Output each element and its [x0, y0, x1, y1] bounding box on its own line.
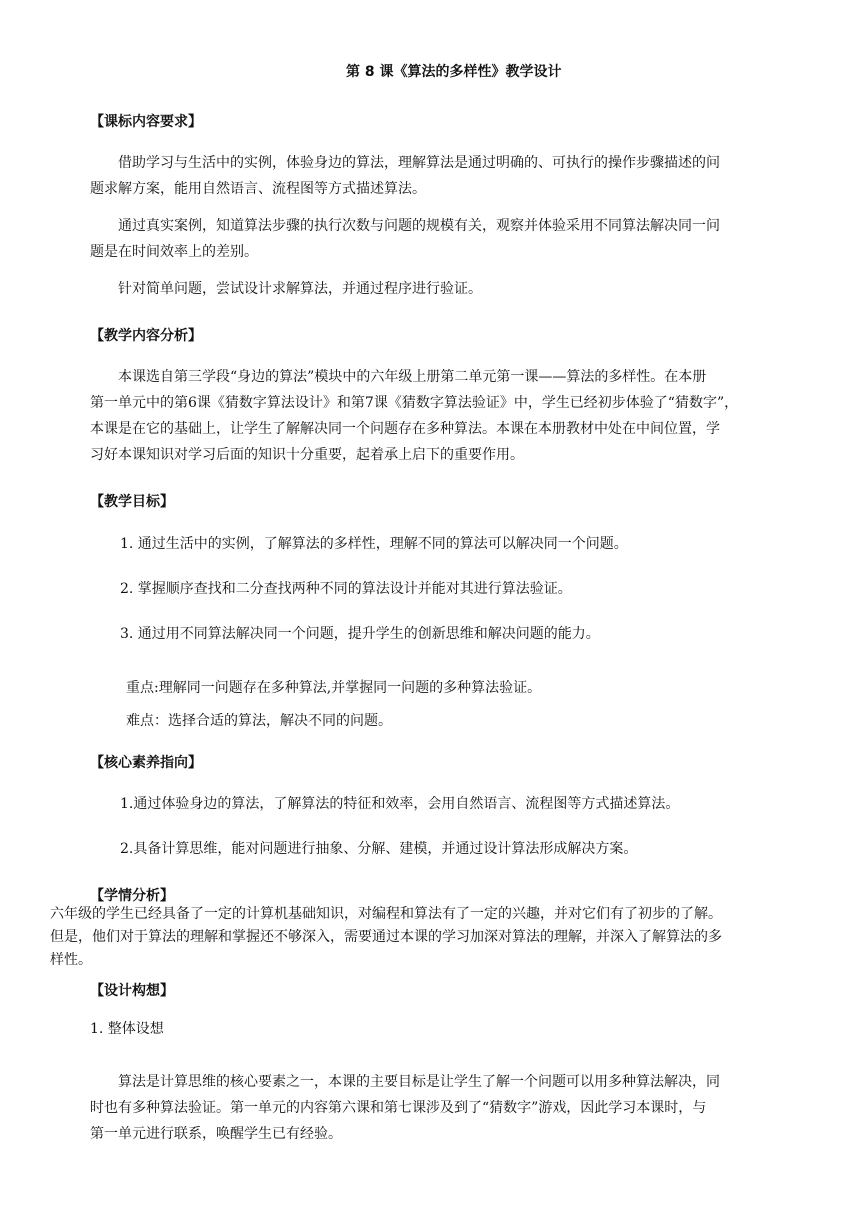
curriculum-paragraph-1-line-1: 借助学习与生活中的实例，体验身边的算法，理解算法是通过明确的、可执行的操作步骤描述的问: [118, 155, 720, 171]
objective-difficulty: 难点：选择合适的算法，解决不同的问题。: [126, 713, 392, 729]
design-line-2: 时也有多种算法验证。第一单元的内容第六课和第七课涉及到了“猜数字”游戏，因此学习本课时，与: [90, 1100, 707, 1116]
learner-analysis-line-1: 六年级的学生已经具备了一定的计算机基础知识，对编程和算法有了一定的兴趣，并对它们有了初步的了解。: [50, 906, 722, 922]
section-heading-curriculum: 【课标内容要求】: [90, 114, 202, 130]
objective-item-1: 1. 通过生活中的实例，了解算法的多样性，理解不同的算法可以解决同一个问题。: [120, 536, 628, 552]
literacy-item-1: 1.通过体验身边的算法，了解算法的特征和效率，会用自然语言、流程图等方式描述算法。: [120, 796, 680, 812]
objective-item-3: 3. 通过用不同算法解决同一个问题，提升学生的创新思维和解决问题的能力。: [120, 626, 600, 642]
curriculum-paragraph-1-line-2: 题求解方案，能用自然语言、流程图等方式描述算法。: [90, 181, 426, 197]
curriculum-paragraph-2-line-1: 通过真实案例，知道算法步骤的执行次数与问题的规模有关，观察并体验采用不同算法解决同一问: [118, 218, 720, 234]
design-line-3: 第一单元进行联系，唤醒学生已有经验。: [90, 1126, 342, 1142]
section-heading-objectives: 【教学目标】: [90, 494, 174, 510]
content-analysis-line-3: 本课是在它的基础上，让学生了解解决同一个问题存在多种算法。本课在本册教材中处在中间位置，学: [90, 421, 720, 437]
learner-analysis-line-3: 样性。: [50, 952, 92, 968]
section-heading-learner-analysis: 【学情分析】: [90, 888, 174, 904]
design-subheading-1: 1. 整体设想: [90, 1021, 164, 1037]
section-heading-literacy: 【核心素养指向】: [90, 755, 202, 771]
content-analysis-line-4: 习好本课知识对学习后面的知识十分重要，起着承上启下的重要作用。: [90, 447, 524, 463]
section-heading-design: 【设计构想】: [90, 983, 174, 999]
content-analysis-line-2: 第一单元中的第6课《猜数字算法设计》和第7课《猜数字算法验证》中，学生已经初步体验了“猜数字”，: [90, 395, 739, 411]
content-analysis-line-1: 本课选自第三学段“身边的算法”模块中的六年级上册第二单元第一课——算法的多样性。在本册: [118, 369, 707, 385]
literacy-item-2: 2.具备计算思维，能对问题进行抽象、分解、建模，并通过设计算法形成解决方案。: [120, 841, 638, 857]
curriculum-paragraph-3: 针对简单问题，尝试设计求解算法，并通过程序进行验证。: [118, 281, 482, 297]
learner-analysis-line-2: 但是，他们对于算法的理解和掌握还不够深入，需要通过本课的学习加深对算法的理解，并深入了解算法的多: [50, 929, 722, 945]
objective-key-point: 重点:理解同一问题存在多种算法,并掌握同一问题的多种算法验证。: [126, 680, 542, 696]
curriculum-paragraph-2-line-2: 题是在时间效率上的差别。: [90, 244, 258, 260]
design-line-1: 算法是计算思维的核心要素之一，本课的主要目标是让学生了解一个问题可以用多种算法解决，同: [118, 1074, 720, 1090]
section-heading-content-analysis: 【教学内容分析】: [90, 328, 202, 344]
document-title: 第 8 课《算法的多样性》教学设计: [346, 64, 562, 80]
objective-item-2: 2. 掌握顺序查找和二分查找两种不同的算法设计并能对其进行算法验证。: [120, 581, 572, 597]
